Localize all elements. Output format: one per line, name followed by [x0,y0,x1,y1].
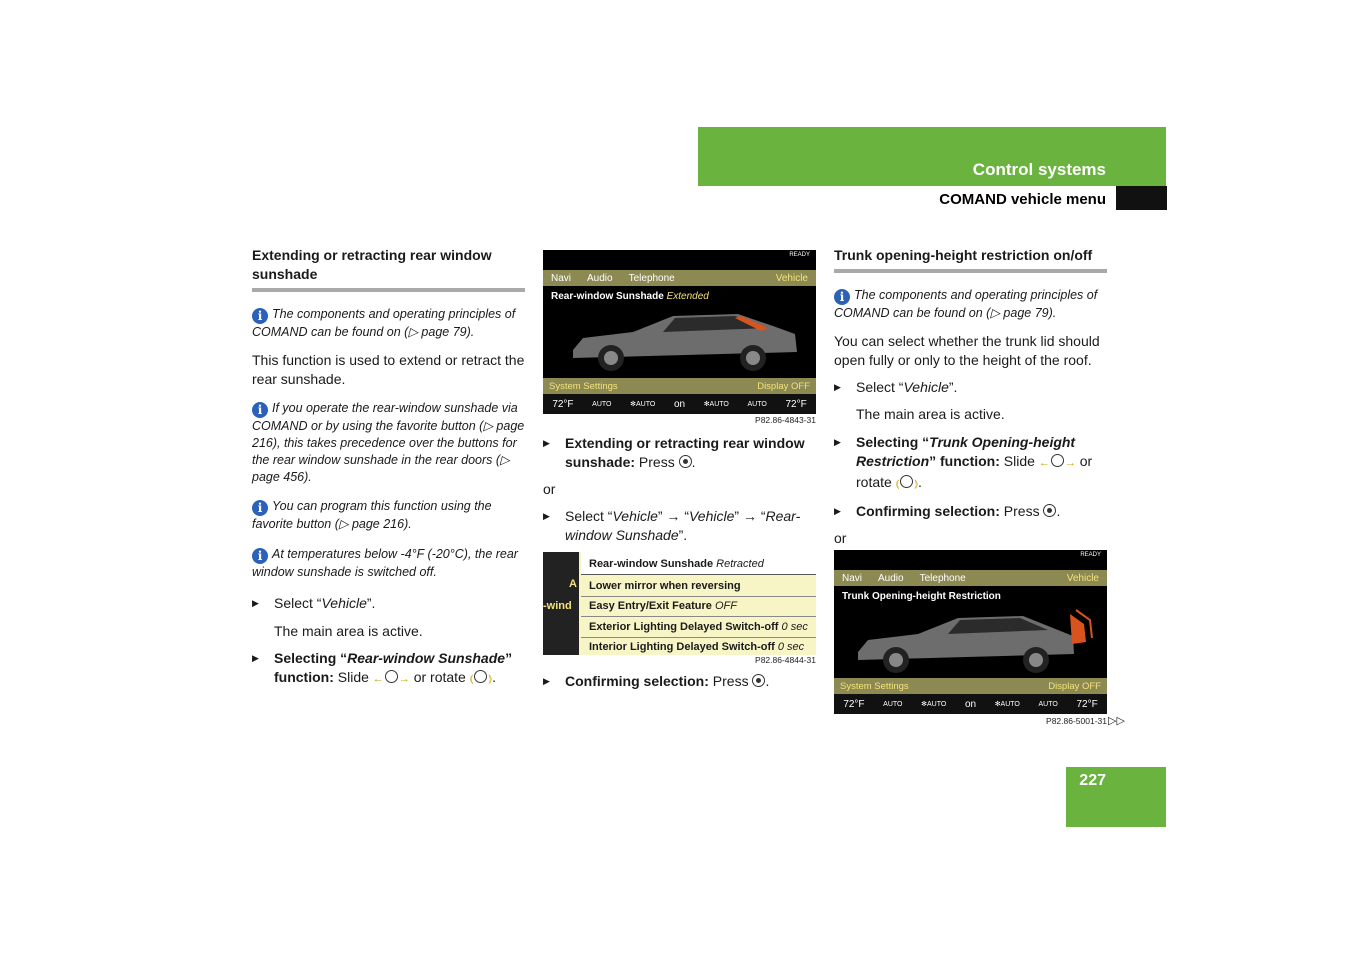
info-icon: i [252,402,268,418]
info-icon: i [252,308,268,324]
display-off-label: Display OFF [757,380,810,392]
car-illustration [848,602,1098,676]
system-settings-label: System Settings [840,680,909,692]
info-icon: i [834,289,850,305]
auto-left: AUTO [592,400,612,408]
climate-status-bar [834,694,1107,714]
auto-right: AUTO [1038,700,1058,708]
paragraph: This function is used to extend or retract the rear sunshade. [252,352,525,387]
page-number: 227 [1079,772,1106,789]
section-title: Control systems [972,160,1106,179]
sunshade-heading: Extending or retracting rear window sunshade [252,246,525,292]
menu-audio: Audio [587,272,613,284]
function-label: Rear-window Sunshade Extended [551,291,709,302]
comand-screen-sunshade-extended [543,250,816,414]
climate-status-bar [543,394,816,414]
menu-vehicle: Vehicle [1066,572,1099,584]
comand-main-menu [834,570,1107,586]
column-2-text-a [543,434,823,545]
auto-right: AUTO [747,400,767,408]
list-item: Interior Lighting Delayed Switch-off 0 sec [581,637,816,655]
fan-auto-left: ✻AUTO [921,701,947,708]
column-1 [252,246,525,689]
info-icon: i [252,548,268,564]
info-note: i You can program this function using the favorite button (▷ page 216). [252,499,492,531]
column-2-text-b [543,672,823,691]
step-select-vehicle: ▶ Select “Vehicle”. [834,378,1107,397]
info-note: i The components and operating principles of COMAND can be found on (▷ page 79). [834,288,1098,320]
ac-on: on [964,698,977,710]
menu-vehicle: Vehicle [775,272,808,284]
menu-audio: Audio [878,572,904,584]
trunk-heading: Trunk opening-height restriction on/off [834,246,1107,273]
slide-control-icon: ← → [1039,454,1076,473]
step-extend-retract: ▶ Extending or retracting rear window sunshade: Press . [543,434,823,472]
or-text: or [834,530,847,546]
temp-left: 72°F [552,398,574,410]
system-settings-label: System Settings [549,380,618,392]
info-note: i At temperatures below -4°F (-20°C), the rear window sunshade is switched off. [252,547,518,579]
menu-telephone: Telephone [628,272,675,284]
step-select-function: ▶ Selecting “Trunk Opening-height Restriction” function: Slide ← → or rotate ⦅ ⦆. [834,433,1107,494]
fan-auto-left: ✻AUTO [630,401,656,408]
ready-indicator: READY [789,252,810,258]
list-item: Exterior Lighting Delayed Switch-off 0 sec [581,617,816,638]
car-illustration [563,302,803,376]
function-label: Trunk Opening-height Restriction [842,591,1001,602]
image-code: P82.86-4843-31 [755,415,816,425]
info-icon: i [252,500,268,516]
list-item: Easy Entry/Exit Feature OFF [581,596,816,617]
step-select-vehicle: ▶ Select “Vehicle”. [252,594,525,613]
rotate-control-icon: ⦅ ⦆ [896,475,918,494]
image-code: P82.86-4844-31 [755,655,816,665]
info-note: i The components and operating principles of COMAND can be found on (▷ page 79). [252,307,516,339]
step-result: The main area is active. [274,623,423,639]
menu-navi: Navi [551,272,572,284]
ready-indicator: READY [1080,552,1101,558]
auto-left: AUTO [883,700,903,708]
fan-auto-right: ✻AUTO [994,701,1020,708]
continued-arrow-icon: ▷▷ [1108,715,1125,727]
bottom-bar [543,378,816,394]
header-tab-marker [1116,186,1167,210]
comand-screen-vehicle-list [543,552,816,655]
subsection-title: COMAND vehicle menu [939,191,1106,208]
step-confirm: ▶ Confirming selection: Press . [834,502,1107,521]
image-code: P82.86-5001-31 [1046,716,1107,726]
list-item: Lower mirror when reversing [581,576,816,597]
temp-left: 72°F [843,698,865,710]
info-note: i If you operate the rear-window sunshade via COMAND or by using the favorite button (▷ page 216), this takes precedence over the buttons for the rear window sunshade in the rear doors (▷ page 456). [252,401,525,484]
column-3 [834,246,1107,548]
left-label: -wind [543,600,572,612]
menu-navi: Navi [842,572,863,584]
step-confirm: ▶ Confirming selection: Press . [543,672,823,691]
temp-right: 72°F [785,398,807,410]
paragraph: You can select whether the trunk lid should open fully or only to the height of the roof. [834,333,1100,368]
list-left-panel [543,552,579,655]
press-control-icon [752,674,765,687]
list-title: Rear-window Sunshade Retracted [581,552,816,575]
ac-on: on [673,398,686,410]
fan-auto-right: ✻AUTO [703,401,729,408]
or-text: or [543,481,556,497]
step-result: The main area is active. [856,406,1005,422]
rotate-control-icon: ⦅ ⦆ [470,670,492,689]
temp-right: 72°F [1076,698,1098,710]
comand-screen-trunk-restriction [834,550,1107,714]
comand-main-menu [543,270,816,286]
left-label: A [569,578,577,590]
press-control-icon [679,455,692,468]
bottom-bar [834,678,1107,694]
step-select-path: ▶ Select “Vehicle” → “Vehicle” → “Rear-window Sunshade”. [543,507,823,545]
menu-telephone: Telephone [919,572,966,584]
press-control-icon [1043,504,1056,517]
display-off-label: Display OFF [1048,680,1101,692]
step-select-function: ▶ Selecting “Rear-window Sunshade” function: Slide ← → or rotate ⦅ ⦆. [252,649,525,689]
slide-control-icon: ← → [373,670,410,689]
